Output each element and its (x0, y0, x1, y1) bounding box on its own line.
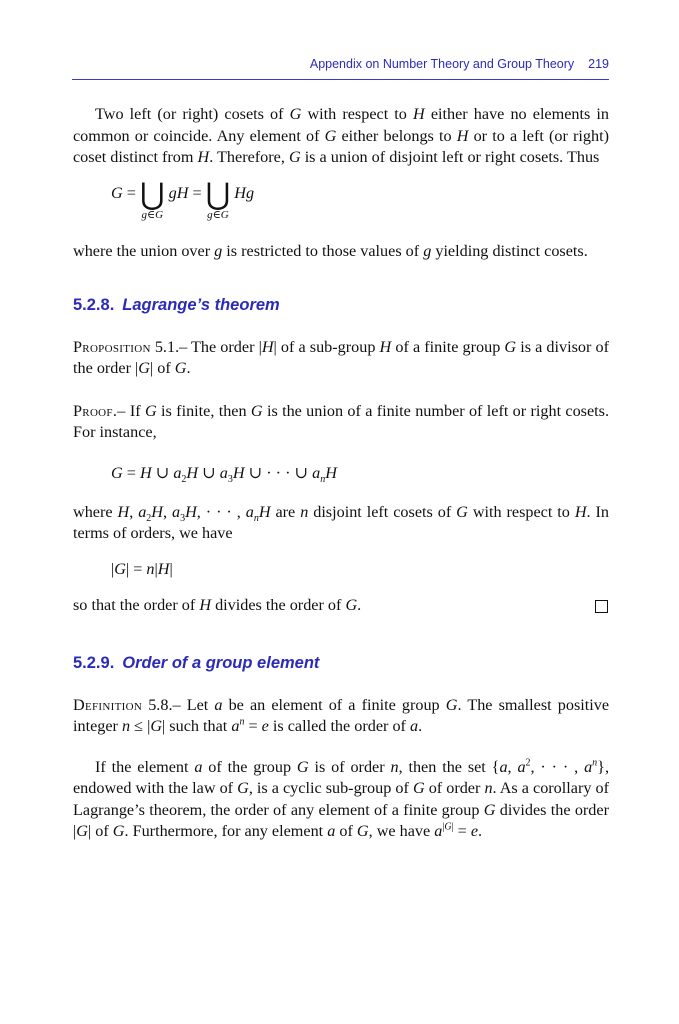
qed-box-icon (595, 600, 608, 613)
definition-number: 5.8.– (148, 695, 181, 714)
running-header (72, 57, 609, 80)
running-title: Appendix on Number Theory and Group Theory (309, 57, 575, 71)
union-note: where the union over g is restricted to those values of g yielding distinct cosets. (73, 241, 588, 260)
section-title: Lagrange’s theorem (122, 296, 280, 314)
union-equation: G = ⋃ g∈G gH = ⋃ g∈G Hg (111, 177, 255, 221)
section-heading-lagrange (73, 295, 609, 317)
section-heading-order (73, 653, 609, 675)
proof-label: Proof.– (73, 401, 126, 420)
proposition-label: Proposition (73, 337, 151, 356)
proof-conclusion: so that the order of H divides the order of G. (73, 595, 609, 617)
proof-paragraph: Proof.– If G is finite, then G is the union of a finite number of left or right cosets. For instance, (73, 401, 609, 441)
definition-label: Definition (73, 695, 143, 714)
final-paragraph: If the element a of the group G is of order n, then the set {a, $a^2$, · · · , $a^n$}, endowed with the law of G, is a cyclic sub-group of G of order n. As a corollary of Lagrange’s theorem, the order of any element of a finite group G divides the order |G| of G. Furthermore, for any element a of G, we have $a^{|G|} = e$. (73, 757, 609, 840)
order-equation: |G| = n|H| (111, 559, 173, 578)
proposition-number: 5.1.– (154, 337, 188, 356)
definition-paragraph: Definition 5.8.– Let a be an element of a finite group G. The smallest positive integer n ≤ |G| such that $a^n = e$ is called the order of a. (73, 695, 610, 735)
coset-union-equation: G = H ∪ $a_2H$ ∪ $a_3H$ ∪ · · · ∪ $a_nH$ (111, 463, 337, 485)
proposition-paragraph: Proposition 5.1.– The order |H| of a sub-group H of a finite group G is a divisor of the order |G| of G. (73, 337, 609, 377)
page-number: 219 (588, 57, 609, 71)
section-title: Order of a group element (122, 654, 320, 672)
section-number: 5.2.9. (73, 654, 115, 672)
proof-where-paragraph: where H, $a_2H$, $a_3H$, · · · , $a_nH$ are n disjoint left cosets of G with respect to H. In terms of orders, we have (73, 502, 610, 542)
intro-paragraph: Two left (or right) cosets of G with respect to H either have no elements in common or coincide. Any element of G either belongs to H or to a left (or right) coset distinct from H. Therefore, G is a union of disjoint left or right cosets. Thus (73, 105, 610, 166)
section-number: 5.2.8. (73, 296, 115, 314)
page-body (73, 104, 609, 843)
